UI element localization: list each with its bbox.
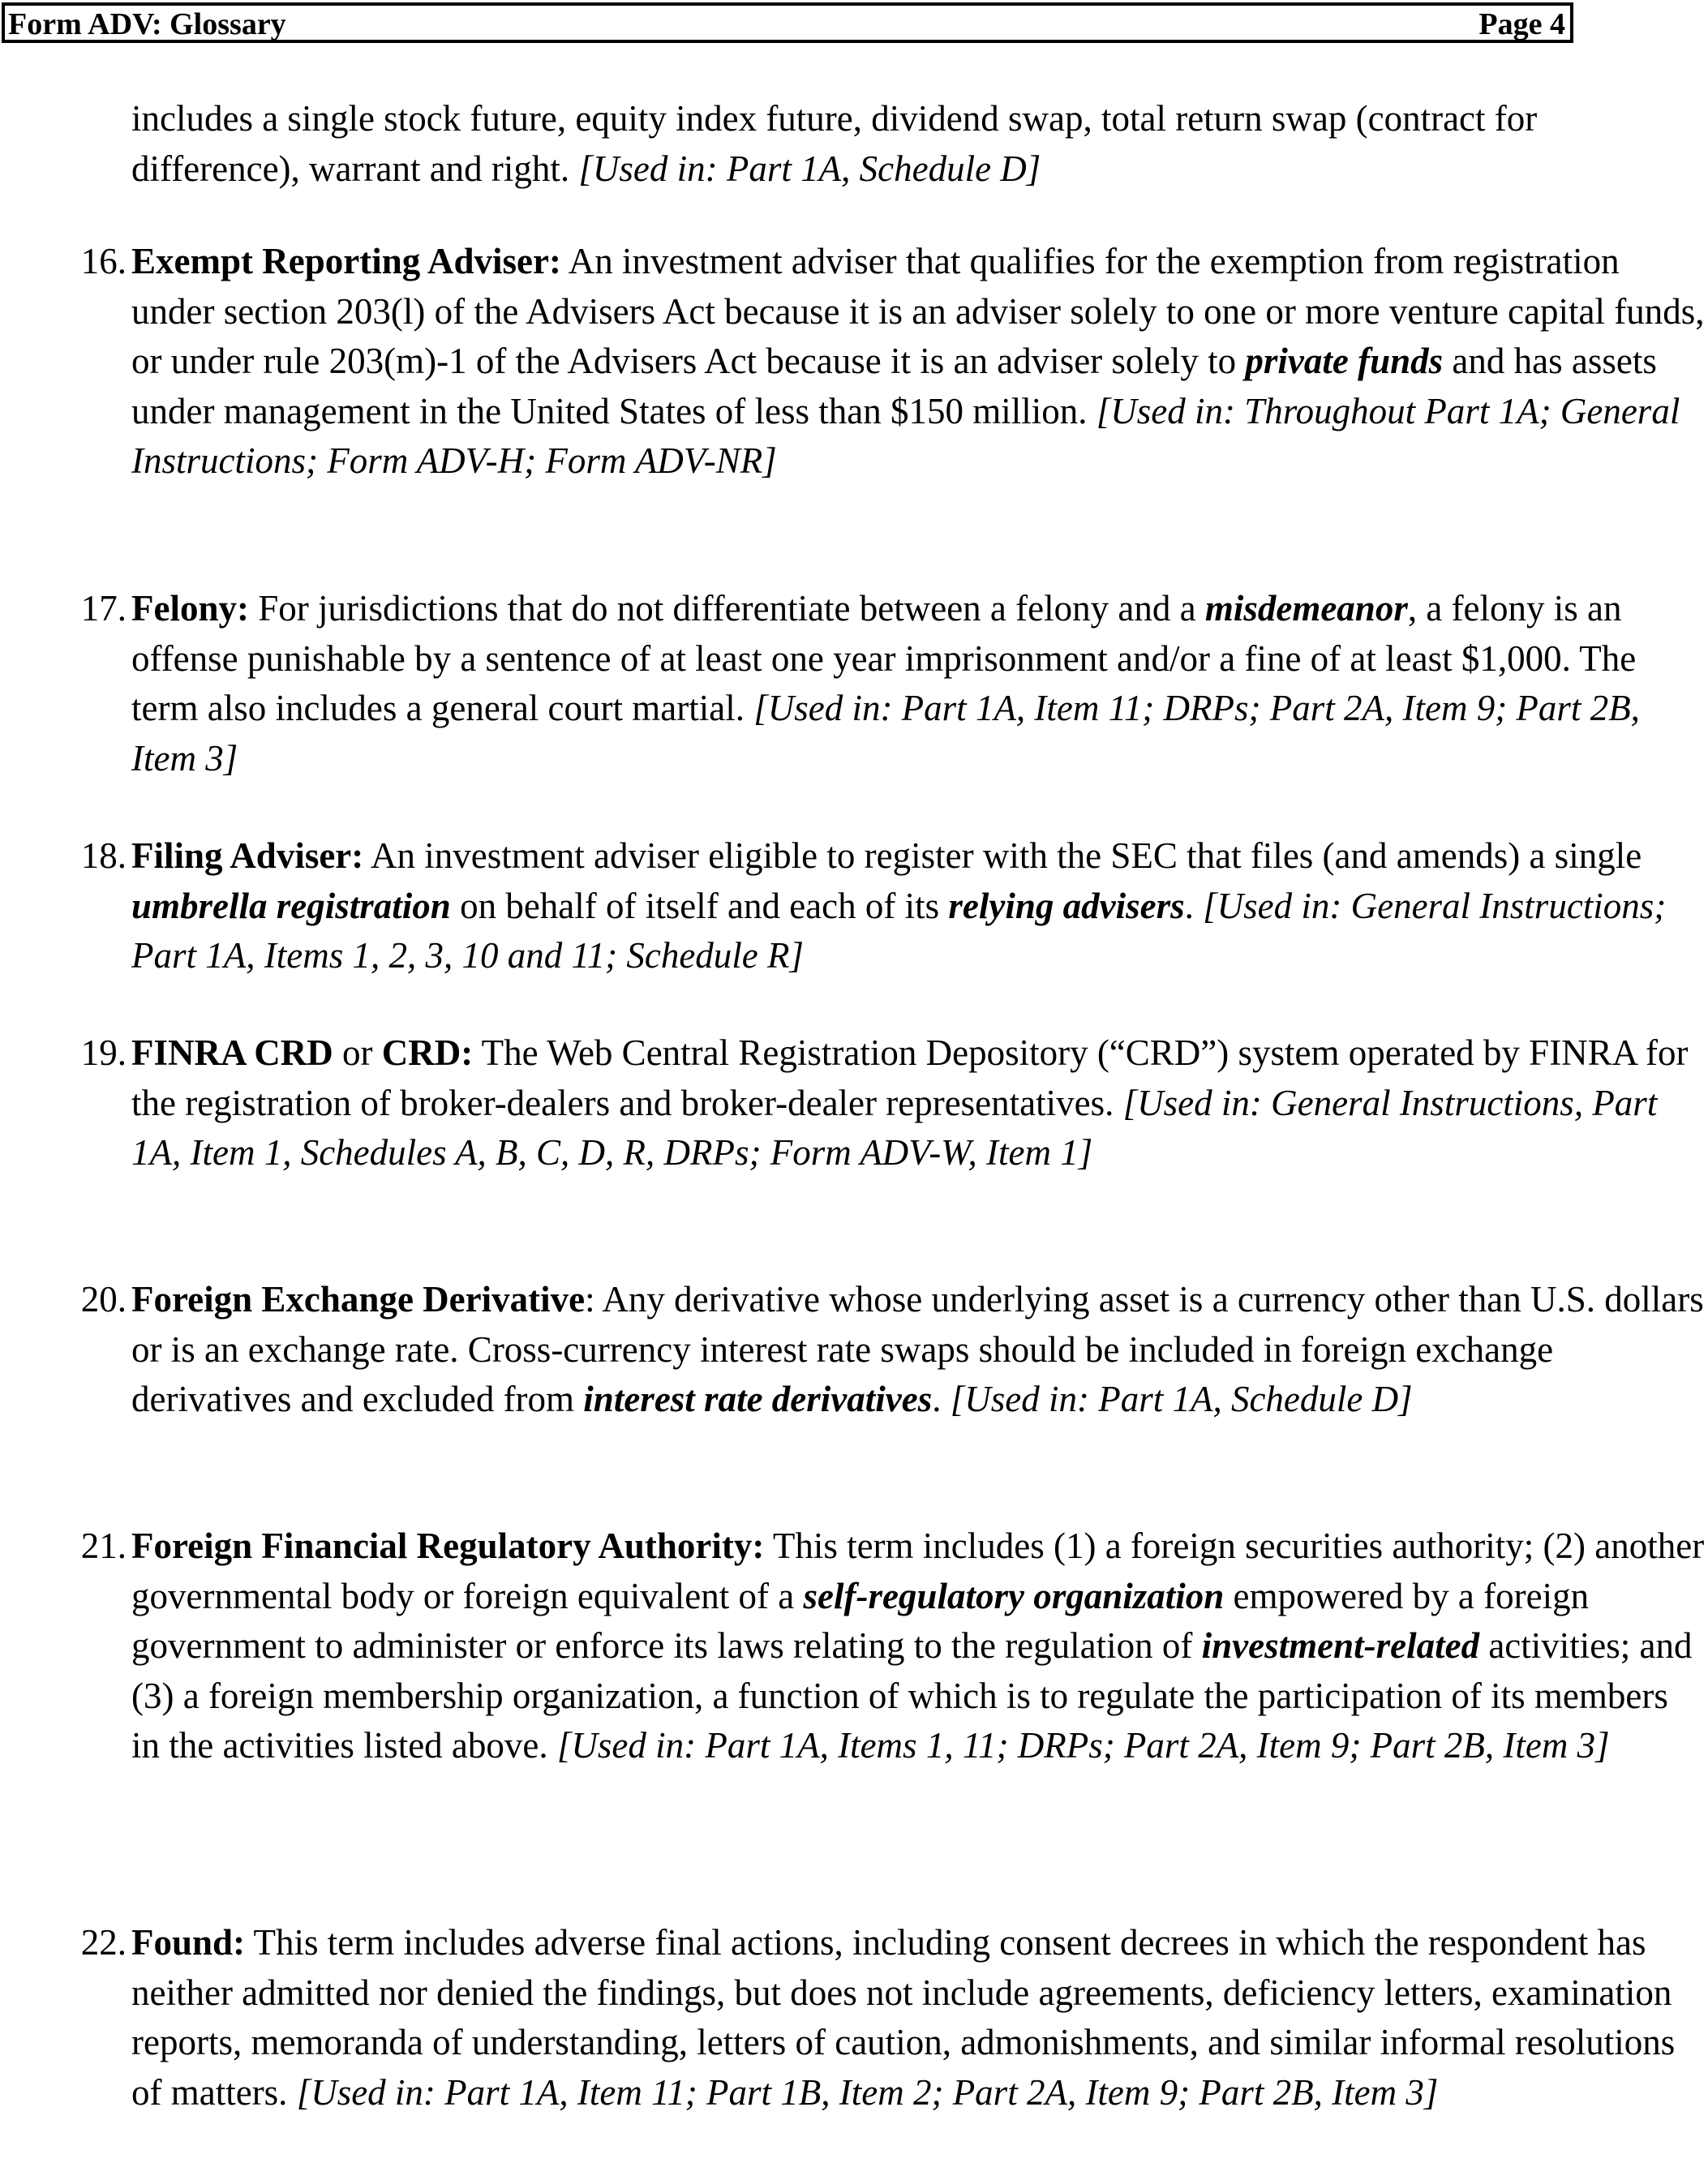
- definition-text: on behalf of itself and each of its: [450, 885, 949, 926]
- definition-text: The Web Central Registration Depository (“CRD”) system operated by FINRA for the registration of broker-dealers and broker-dealer representatives.: [131, 1032, 1689, 1123]
- used-in-reference: [Used in: Part 1A, Schedule D]: [578, 148, 1041, 189]
- defined-term-link: private funds: [1245, 341, 1444, 381]
- used-in-reference: [Used in: General Instructions, Part 1A, Item 1, Schedules A, B, C, D, R, DRPs; Form ADV-W, Item 1]: [131, 1082, 1658, 1173]
- glossary-entry-22: [80, 1918, 1705, 2118]
- definition-text: and has assets under management in the United States of less than $150 million.: [131, 341, 1657, 431]
- glossary-term: Filing Adviser:: [131, 835, 364, 876]
- page-number: Page 4: [1478, 7, 1565, 41]
- definition-text: activities; and (3) a foreign membership organization, a function of which is to regulate the participation of its members in the activities listed above.: [131, 1625, 1693, 1766]
- used-in-reference: [Used in: Part 1A, Item 11; Part 1B, Item 2; Part 2A, Item 9; Part 2B, Item 3]: [296, 2071, 1439, 2113]
- definition-text: empowered by a foreign government to administer or enforce its laws relating to the regulation of: [131, 1575, 1590, 1666]
- defined-term-link: interest rate derivatives: [583, 1379, 933, 1419]
- definition-text: For jurisdictions that do not differentiate between a felony and a: [248, 588, 1205, 629]
- defined-term-link: umbrella registration: [131, 885, 451, 926]
- page-header: [2, 2, 1573, 43]
- used-in-reference: [Used in: Throughout Part 1A; General Instructions; Form ADV-H; Form ADV-NR]: [131, 390, 1680, 481]
- definition-text: An investment adviser that qualifies for the exemption from registration under section 203(l) of the Advisers Act because it is an adviser solely to one or more venture capital funds, or under rule 203(m)-1 of the Advisers Act because it is an adviser solely to: [131, 241, 1705, 381]
- defined-term-link: relying advisers: [948, 885, 1185, 926]
- term-connector: or: [333, 1032, 382, 1073]
- glossary-term: Foreign Financial Regulatory Authority:: [131, 1526, 765, 1566]
- used-in-reference: [Used in: General Instructions; Part 1A, Items 1, 2, 3, 10 and 11; Schedule R]: [131, 885, 1667, 976]
- continuation-text: includes a single stock future, equity index future, dividend swap, total return swap (contract for difference), warrant and right.: [131, 98, 1538, 189]
- glossary-term: Felony:: [131, 588, 249, 629]
- glossary-entry-17: [80, 584, 1705, 783]
- definition-text: .: [932, 1379, 951, 1419]
- glossary-term: FINRA CRD: [131, 1032, 333, 1073]
- defined-term-link: investment-related: [1201, 1625, 1480, 1666]
- entry-number: 18.: [80, 835, 127, 876]
- entry-number: 16.: [80, 241, 127, 281]
- definition-text: This term includes adverse final actions, including consent decrees in which the respondent has neither admitted nor denied the findings, but does not include agreements, deficiency letters, examination reports, memoranda of understanding, letters of caution, admonishments, and similar informal resolutions of matters.: [131, 1922, 1676, 2113]
- entry-number: 17.: [80, 588, 127, 629]
- definition-text: : Any derivative whose underlying asset is a currency other than U.S. dollars or is an exchange rate. Cross-currency interest rate swaps should be included in foreign exchange derivatives and excluded from: [131, 1279, 1704, 1419]
- glossary-entry-18: [80, 831, 1705, 981]
- defined-term-link: misdemeanor: [1204, 588, 1408, 629]
- entry-number: 20.: [80, 1279, 127, 1320]
- used-in-reference: [Used in: Part 1A, Item 11; DRPs; Part 2A, Item 9; Part 2B, Item 3]: [131, 688, 1640, 779]
- glossary-entry-20: [80, 1275, 1705, 1425]
- used-in-reference: [Used in: Part 1A, Schedule D]: [950, 1379, 1413, 1419]
- entry-number: 22.: [80, 1922, 127, 1963]
- glossary-entry-19: [80, 1028, 1705, 1178]
- definition-text: This term includes (1) a foreign securities authority; (2) another governmental body or foreign equivalent of a: [131, 1526, 1705, 1616]
- used-in-reference: [Used in: Part 1A, Items 1, 11; DRPs; Part 2A, Item 9; Part 2B, Item 3]: [556, 1725, 1610, 1766]
- definition-text: , a felony is an offense punishable by a sentence of at least one year imprisonment and/or a fine of at least $1,000. The term also includes a general court martial.: [131, 588, 1637, 728]
- glossary-term: Foreign Exchange Derivative: [131, 1279, 586, 1320]
- glossary-entry-16: [80, 237, 1705, 487]
- continuation-paragraph: [131, 94, 1705, 194]
- glossary-term-alias: CRD:: [381, 1032, 474, 1073]
- definition-text: An investment adviser eligible to register with the SEC that files (and amends) a single: [363, 835, 1642, 876]
- entry-number: 21.: [80, 1526, 127, 1566]
- glossary-term: Exempt Reporting Adviser:: [131, 241, 561, 281]
- document-title: Form ADV: Glossary: [8, 7, 286, 41]
- entry-number: 19.: [80, 1032, 127, 1073]
- glossary-term: Found:: [131, 1922, 246, 1963]
- defined-term-link: self-regulatory organization: [803, 1575, 1225, 1616]
- glossary-entry-21: [80, 1521, 1705, 1771]
- definition-text: .: [1184, 885, 1204, 926]
